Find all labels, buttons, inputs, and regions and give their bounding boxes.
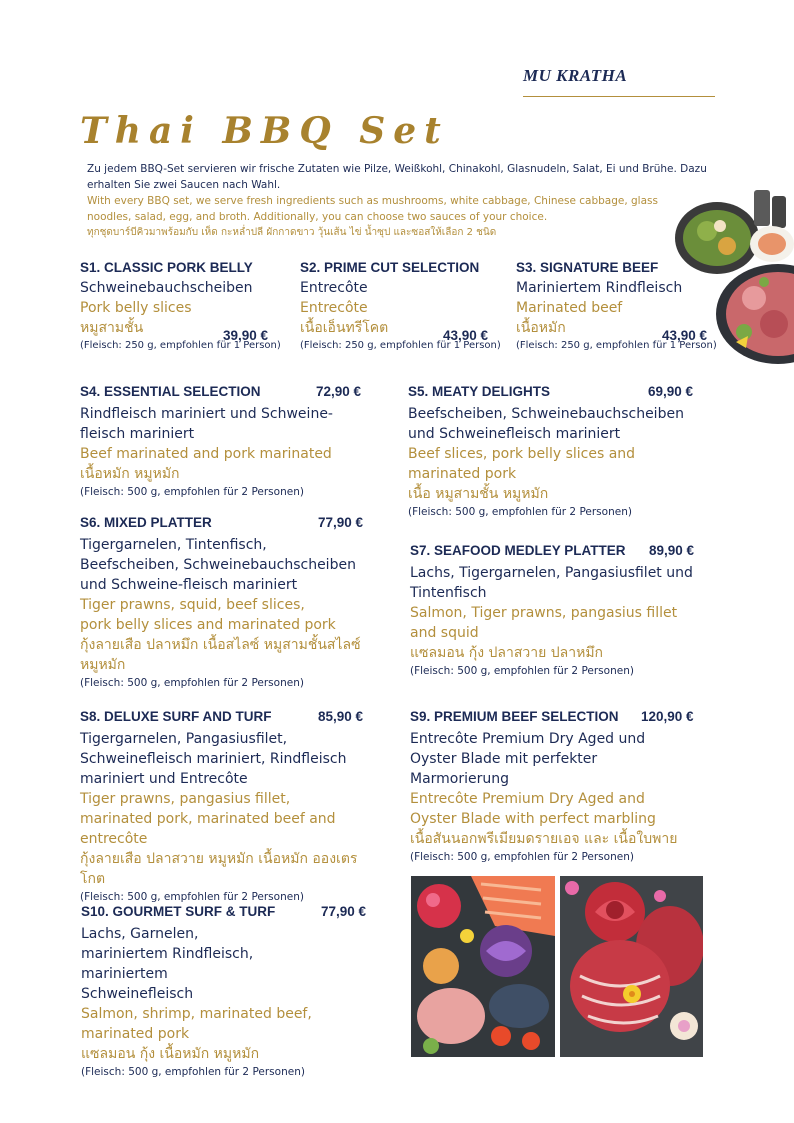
item-description-german: Lachs, Tigergarnelen, Pangasiusfilet und Tintenfisch [410,565,693,601]
page-title: Thai BBQ Set [80,110,449,152]
item-price: 43,90 € [443,328,489,343]
meat-platter-photo [714,262,794,366]
item-price: 89,90 € [649,543,695,558]
intro-english: With every BBQ set, we serve fresh ingredients such as mushrooms, white cabbage, Chinese cabbage, glass noodles, salad, egg, and broth. Additionally, you can choose two sauces of your choice. [87,195,658,223]
item-description-thai: แซลมอน กุ้ง ปลาสวาย ปลาหมึก [410,645,604,661]
menu-item-s8 [80,709,375,903]
item-description-german: Beefscheiben, Schweinebauchscheiben und Schweinefleisch mariniert [408,406,684,442]
menu-item-s1 [80,260,280,351]
item-price: 72,90 € [316,384,362,399]
item-name: S5. MEATY DELIGHTS [408,384,551,399]
item-portion-note: (Fleisch: 250 g, empfohlen für 1 Person) [300,340,501,351]
item-description-thai: เนื้อหมัก หมูหมัก [80,466,180,482]
intro-text [87,161,727,241]
item-description-german: Entrecôte Premium Dry Aged und Oyster Blade mit perfekter Marmorierung [410,731,646,787]
menu-item-s3 [516,260,716,351]
item-description-english: Marinated beef [516,300,623,316]
brand-name: MU KRATHA [523,66,628,85]
menu-item-s4 [80,384,370,498]
menu-item-s10 [81,904,381,1078]
item-price: 77,90 € [318,515,364,530]
item-portion-note: (Fleisch: 500 g, empfohlen für 2 Personen) [80,891,304,903]
seafood-platter-photo [411,876,555,1057]
item-name: S2. PRIME CUT SELECTION [300,260,480,275]
item-description-german: Tigergarnelen, Tintenfisch, Beefscheiben, Schweinebauchscheiben und Schweine-fleisch mariniert [80,537,356,593]
item-portion-note: (Fleisch: 500 g, empfohlen für 2 Personen) [410,665,634,677]
item-name: S8. DELUXE SURF AND TURF [80,709,272,724]
item-description-german: Lachs, Garnelen, mariniertem Rindfleisch, mariniertem Schweinefleisch [81,926,254,1002]
item-description-german: Schweinebauchscheiben [80,280,253,296]
beef-rose-platter-photo [560,876,703,1057]
item-name: S4. ESSENTIAL SELECTION [80,384,261,399]
item-description-thai: เนื้อเอ็นทรีโคต [300,320,389,336]
item-portion-note: (Fleisch: 500 g, empfohlen für 2 Personen) [80,677,304,689]
item-description-english: Beef slices, pork belly slices and marinated pork [408,446,636,482]
item-description-thai: แซลมอน กุ้ง เนื้อหมัก หมูหมัก [81,1046,260,1062]
item-name: S3. SIGNATURE BEEF [516,260,659,275]
item-portion-note: (Fleisch: 500 g, empfohlen für 2 Personen) [408,506,632,518]
item-description-english: Entrecôte [300,300,368,316]
item-description-thai: หมูสามชั้น [80,320,144,336]
item-portion-note: (Fleisch: 500 g, empfohlen für 2 Personen) [80,486,304,498]
brand-underline [523,96,715,97]
menu-item-s7 [410,543,710,677]
item-description-german: Rindfleisch mariniert und Schweine-fleisch mariniert [80,406,333,442]
item-description-thai: เนื้อหมัก [516,320,566,336]
item-price: 43,90 € [662,328,708,343]
item-name: S7. SEAFOOD MEDLEY PLATTER [410,543,626,558]
item-name: S6. MIXED PLATTER [80,515,212,530]
item-name: S1. CLASSIC PORK BELLY [80,260,253,275]
item-description-english: Pork belly slices [80,300,192,316]
item-description-english: Salmon, Tiger prawns, pangasius fillet and squid [410,605,678,641]
item-description-thai: กุ้งลายเสือ ปลาหมึก เนื้อสไลซ์ หมูสามชั้นสไลซ์ หมูหมัก [80,637,361,673]
item-price: 39,90 € [223,328,269,343]
item-description-thai: กุ้งลายเสือ ปลาสวาย หมูหมัก เนื้อหมัก อองเตรโกต [80,851,358,887]
intro-german: Zu jedem BBQ-Set servieren wir frische Zutaten wie Pilze, Weißkohl, Chinakohl, Glasnudeln, Salat, Ei und Brühe. Dazu erhalten Sie zwei Saucen nach Wahl. [87,163,707,191]
item-description-english: Tiger prawns, pangasius fillet, marinated pork, marinated beef and entrecôte [80,791,336,847]
item-description-german: Mariniertem Rindfleisch [516,280,683,296]
item-name: S10. GOURMET SURF & TURF [81,904,276,919]
item-portion-note: (Fleisch: 250 g, empfohlen für 1 Person) [516,340,717,351]
item-description-thai: เนื้อ หมูสามชั้น หมูหมัก [408,486,549,502]
item-description-english: Beef marinated and pork marinated [80,446,332,462]
item-name: S9. PREMIUM BEEF SELECTION [410,709,619,724]
item-description-thai: เนื้อสันนอกพรีเมียมดรายเอจ และ เนื้อใบพาย [410,831,678,847]
item-description-english: Tiger prawns, squid, beef slices, pork belly slices and marinated pork [80,597,336,633]
menu-item-s9 [410,709,710,863]
intro-thai: ทุกชุดบาร์บีคิวมาพร้อมกับ เห็ด กะหล่ำปลี ผักกาดขาว วุ้นเส้น ไข่ น้ำซุป และซอสให้เลือก 2 ชนิด [87,227,497,238]
item-price: 85,90 € [318,709,364,724]
menu-item-s5 [408,384,708,518]
item-portion-note: (Fleisch: 500 g, empfohlen für 2 Personen) [410,851,634,863]
menu-item-s2 [300,260,500,351]
item-portion-note: (Fleisch: 500 g, empfohlen für 2 Personen) [81,1066,305,1078]
item-description-german: Tigergarnelen, Pangasiusfilet, Schweinefleisch mariniert, Rindfleisch mariniert und Entrecôte [80,731,347,787]
item-description-english: Salmon, shrimp, marinated beef, marinated pork [81,1006,312,1042]
menu-item-s6 [80,515,370,689]
item-price: 77,90 € [321,904,367,919]
item-price: 120,90 € [641,709,694,724]
item-description-english: Entrecôte Premium Dry Aged and Oyster Blade with perfect marbling [410,791,656,827]
item-price: 69,90 € [648,384,694,399]
item-portion-note: (Fleisch: 250 g, empfohlen für 1 Person) [80,340,281,351]
item-description-german: Entrecôte [300,280,368,296]
